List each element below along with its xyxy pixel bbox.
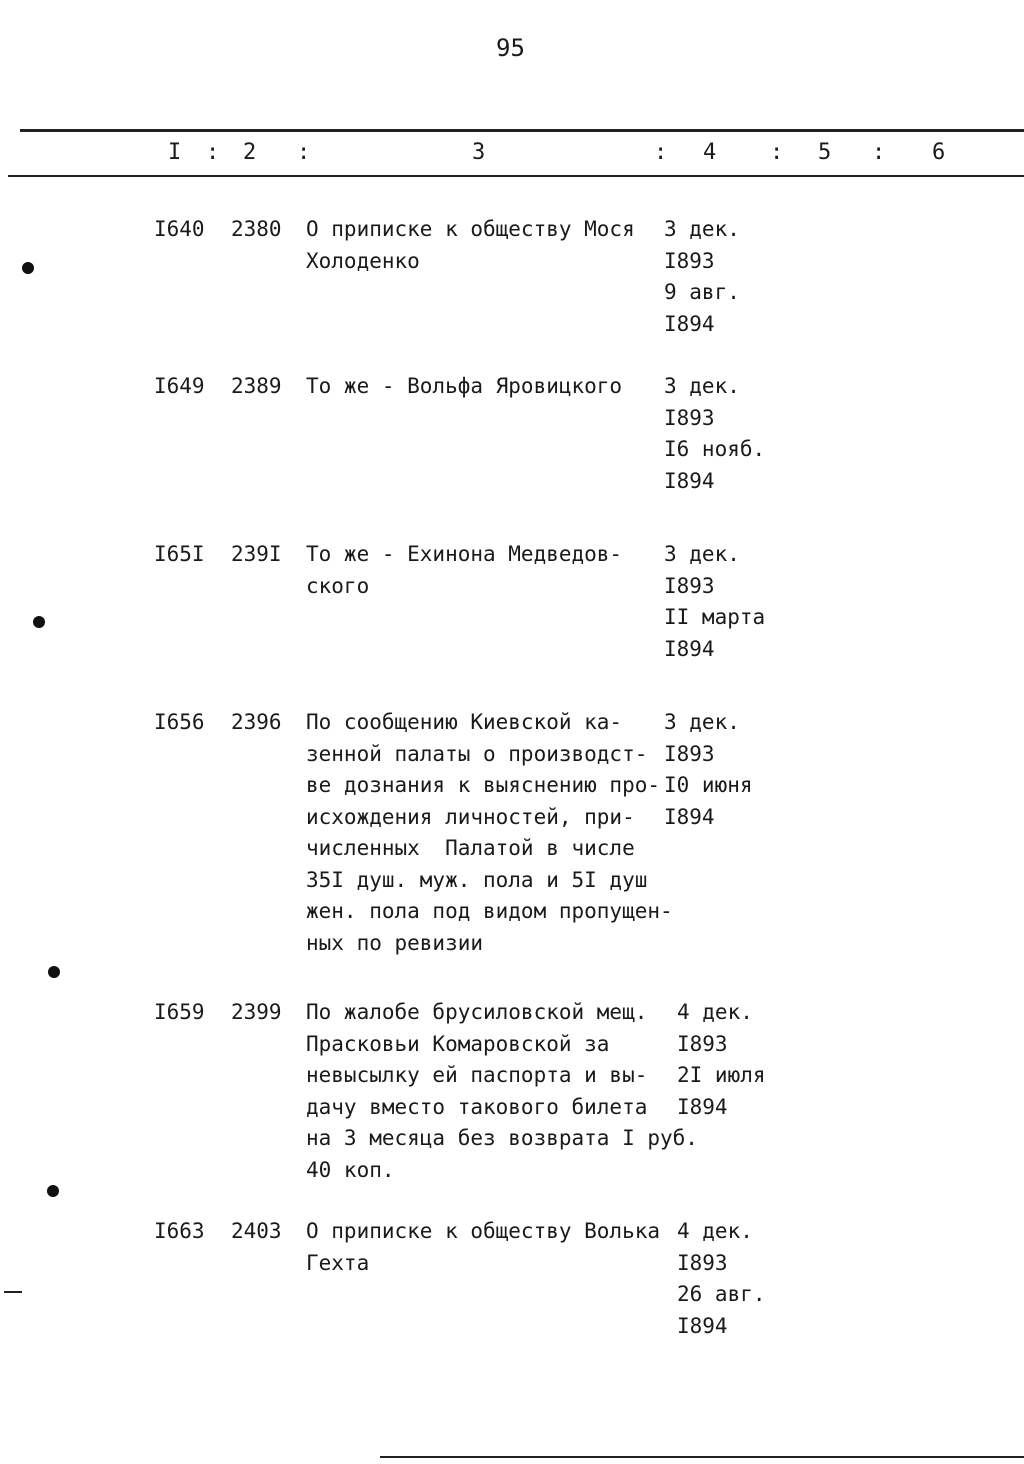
record-number: I649 [154,374,205,398]
column-separator: : [654,140,668,165]
description-line: ского [306,573,370,598]
column-header-5: 5 [818,140,832,165]
description-line: О приписке к обществу Мося [306,217,635,241]
case-number: 2389 [231,374,282,398]
column-separator: : [872,140,886,165]
column-separator: : [206,140,220,165]
description-line: То же - Ехинона Медведов- [306,542,623,566]
header-top-rule [20,129,1024,132]
record-number: I663 [154,1219,205,1243]
start-year: I893 [677,1031,728,1056]
description-line: численных Палатой в числе [306,836,635,860]
end-year: I894 [677,1094,728,1119]
column-header-2: 2 [243,140,257,165]
start-year: I893 [664,248,715,273]
binding-hole-mark [22,262,34,274]
end-date: 2I июля [677,1063,766,1087]
description-line: исхождения личностей, при- [306,804,635,829]
record-dates [664,539,794,665]
record-description [306,707,673,959]
record-number: I656 [154,710,205,734]
start-date: 4 дек. [677,1219,753,1243]
start-date: 3 дек. [664,710,740,734]
record-dates [664,371,794,497]
margin-dash-mark [4,1291,22,1293]
description-line: 35I душ. муж. пола и 5I душ [306,867,648,892]
record-dates [664,707,794,833]
description-line: Гехта [306,1250,370,1275]
record-description [306,214,666,277]
column-header-6: 6 [932,140,946,165]
description-line: ных по ревизии [306,930,484,955]
start-year: I893 [677,1250,728,1275]
record-dates [677,997,807,1123]
start-year: I893 [664,741,715,766]
description-line: 40 коп. [306,1157,395,1182]
description-line: По жалобе брусиловской мещ. [306,1000,648,1024]
column-header-3: 3 [472,140,486,165]
record-number: I65I [154,542,205,566]
column-header-4: 4 [703,140,717,165]
start-date: 3 дек. [664,217,740,241]
case-number: 2403 [231,1219,282,1243]
record-description [306,997,698,1186]
record-description [306,1216,666,1279]
description-line: Прасковьи Комаровской за [306,1031,610,1056]
case-number: 2396 [231,710,282,734]
end-year: I894 [664,636,715,661]
binding-hole-mark [33,616,45,628]
column-header-1: I [168,140,182,165]
end-year: I894 [664,311,715,336]
description-line: По сообщению Киевской ка- [306,710,623,734]
end-date: I0 июня [664,773,753,797]
record-number: I659 [154,1000,205,1024]
description-line: Холоденко [306,248,420,273]
end-date: II марта [664,605,766,629]
binding-hole-mark [48,966,60,978]
case-number: 239I [231,542,282,566]
end-date: 9 авг. [664,280,740,304]
end-year: I894 [664,468,715,493]
column-separator: : [297,140,311,165]
record-description [306,539,666,602]
case-number: 2399 [231,1000,282,1024]
record-dates [677,1216,807,1342]
record-description [306,371,666,403]
record-number: I640 [154,217,205,241]
end-year: I894 [677,1313,728,1338]
description-line: зенной палаты о производст- [306,741,648,766]
description-line: О приписке к обществу Волька [306,1219,661,1243]
start-date: 3 дек. [664,542,740,566]
start-date: 3 дек. [664,374,740,398]
column-separator: : [770,140,784,165]
end-date: 26 авг. [677,1282,766,1306]
description-line: жен. пола под видом пропущен- [306,899,673,923]
record-dates [664,214,794,340]
end-date: I6 нояб. [664,437,766,461]
column-headers [0,140,1024,170]
page-number: 95 [496,34,525,62]
description-line: То же - Вольфа Яровицкого [306,374,623,398]
description-line: на 3 месяца без возврата I руб. [306,1126,698,1150]
description-line: дачу вместо такового билета [306,1094,648,1119]
description-line: невысылку ей паспорта и вы- [306,1063,648,1087]
start-year: I893 [664,573,715,598]
description-line: ве дознания к выяснению про- [306,773,661,797]
header-bottom-rule [8,175,1024,177]
end-year: I894 [664,804,715,829]
case-number: 2380 [231,217,282,241]
binding-hole-mark [47,1185,59,1197]
start-year: I893 [664,405,715,430]
page-bottom-rule [380,1456,1024,1458]
start-date: 4 дек. [677,1000,753,1024]
